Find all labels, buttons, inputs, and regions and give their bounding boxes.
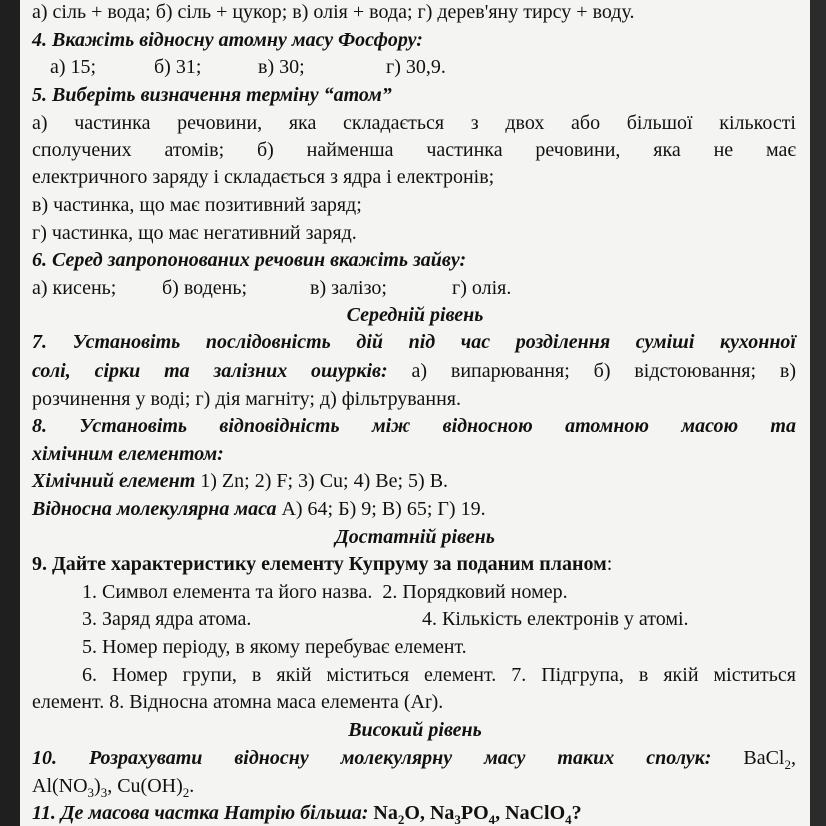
q4-option-d: г) 30,9. xyxy=(386,56,446,78)
q7-options-part1: а) випарювання; б) відстоювання; в) xyxy=(387,360,796,382)
q6-title: 6. Серед запропонованих речовин вкажіть зайву: xyxy=(32,249,467,271)
q6-option-b: б) водень; xyxy=(162,277,247,299)
q8-masses-label: Відносна молекулярна маса xyxy=(32,498,277,520)
q6-option-a: а) кисень; xyxy=(32,277,117,299)
q4-option-c: в) 30; xyxy=(258,56,305,78)
q5-line5: г) частинка, що має негативний заряд. xyxy=(32,222,357,244)
q10-line2: $Al(NO_3)_3$, $Cu(OH)_2$. xyxy=(32,775,195,800)
q10-compound-2: $Al(NO_3)_3$ xyxy=(32,775,108,800)
q6-option-d: г) олія. xyxy=(452,277,512,299)
q8-elements-label: Хімічний елемент xyxy=(32,470,196,492)
q9-colon: : xyxy=(606,553,613,575)
q6-options xyxy=(32,276,796,300)
q9-items-3-4 xyxy=(60,607,796,631)
q8-elements-list: 1) Zn; 2) F; 3) Cu; 4) Be; 5) B. xyxy=(195,470,449,492)
q7-title-line2: солі, сірки та залізних ошурків: xyxy=(32,360,388,382)
q5-line2: сполучених атомів; б) найменша частинка речовини, яка не має xyxy=(32,139,796,161)
q9-title-line xyxy=(32,552,796,576)
q5-title: 5. Виберіть визначення терміну “атом” xyxy=(32,84,392,106)
q8-masses-list: А) 64; Б) 9; В) 65; Г) 19. xyxy=(276,498,486,520)
q5-line1: а) частинка речовини, яка складається з двох або більшої кількості xyxy=(32,112,796,134)
q8-title-line2: хімічним елементом: xyxy=(32,443,224,465)
q4-option-a: а) 15; xyxy=(50,56,97,78)
worksheet-page xyxy=(20,0,810,826)
q6-option-c: в) залізо; xyxy=(310,277,387,299)
q9-item1: 1. Символ елемента та його назва. xyxy=(82,581,373,603)
q5-line4: в) частинка, що має позитивний заряд; xyxy=(32,194,362,216)
q10-compound-3: $Cu(OH)_2$ xyxy=(117,775,190,800)
q9-item5: 5. Номер періоду, в якому перебуває елемент. xyxy=(82,636,467,658)
level-sufficient-heading: Достатній рівень xyxy=(335,526,495,548)
q9-items-1-2 xyxy=(60,580,796,604)
q9-item2: 2. Порядковий номер. xyxy=(382,581,568,603)
q4-option-b: б) 31; xyxy=(154,56,202,78)
q11-title: 11. Де масова частка Натрію більша: xyxy=(32,802,369,824)
q8-elements xyxy=(32,469,796,493)
q9-title: 9. Дайте характеристику елементу Купруму за поданим планом xyxy=(32,553,607,575)
q8-title-line1: 8. Установіть відповідність між відносною атомною масою та xyxy=(32,415,796,437)
q10-title: 10. Розрахувати відносну молекулярну масу таких сполук: xyxy=(32,747,712,769)
level-medium-heading: Середній рівень xyxy=(346,304,484,326)
q9-item6-7: 6. Номер групи, в якій міститься елемент. 7. Підгрупа, в якій міститься xyxy=(82,664,796,686)
q10-line1 xyxy=(32,746,796,770)
q3-options: а) сіль + вода; б) сіль + цукор; в) олія + вода; г) дерев'яну тирсу + воду. xyxy=(32,1,635,23)
q7-options-part2: розчинення у воді; г) дія магніту; д) фільтрування. xyxy=(32,388,461,410)
q10-compound-1: BaCl$_2$, xyxy=(743,747,796,772)
q7-title-line1: 7. Установіть послідовність дій під час розділення суміші кухонної xyxy=(32,331,796,353)
q9-item4: 4. Кількість електронів у атомі. xyxy=(422,608,689,630)
level-high-heading: Високий рівень xyxy=(348,719,482,741)
q9-item8: елемент. 8. Відносна атомна маса елемента (Ar). xyxy=(32,691,444,713)
q4-options xyxy=(50,55,796,79)
q5-line3: електричного заряду і складається з ядра і електронів; xyxy=(32,166,495,188)
q8-masses xyxy=(32,497,796,521)
q7-line2 xyxy=(32,359,796,383)
q11-formulas: $Na_2O$, $Na_3PO_4$, NaClO$_4$? xyxy=(373,802,582,826)
q11-line xyxy=(32,801,796,825)
q9-item3: 3. Заряд ядра атома. xyxy=(82,608,252,630)
scanned-page-edge xyxy=(0,0,20,826)
q4-title: 4. Вкажіть відносну атомну масу Фосфору: xyxy=(32,29,423,51)
